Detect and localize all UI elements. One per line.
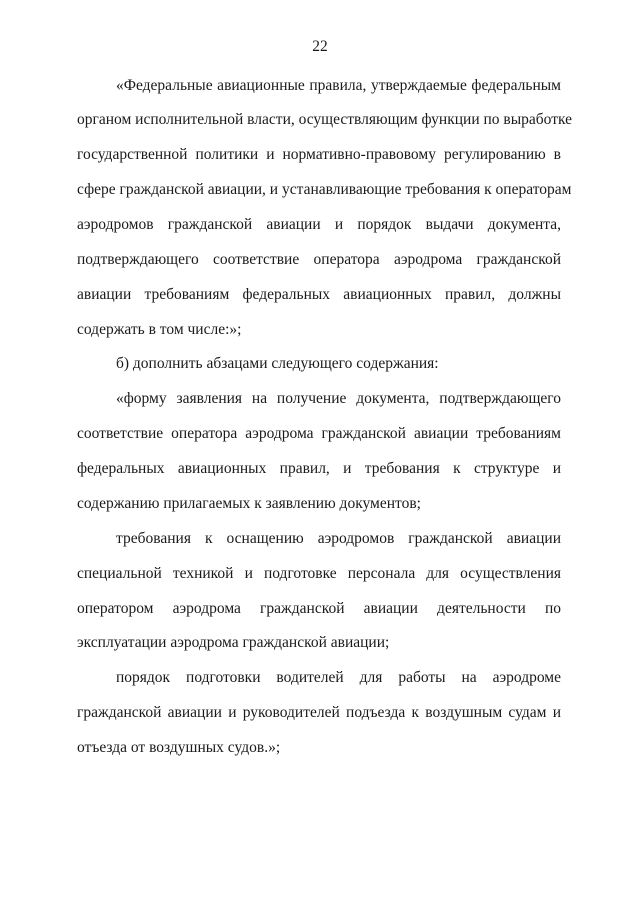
text-line: б) дополнить абзацами следующего содержания: [116,355,439,372]
text-line: эксплуатации аэродрома гражданской авиации; [77,634,390,651]
text-line: авиации требованиям федеральных авиационных правил, должны [77,286,561,303]
text-line: требования к оснащению аэродромов гражданской авиации [116,530,561,547]
page-number: 22 [312,38,328,55]
text-line: соответствие оператора аэродрома гражданской авиации требованиям [77,425,561,442]
text-line: «Федеральные авиационные правила, утверждаемые федеральным [116,77,561,94]
text-line: специальной техникой и подготовке персонала для осуществления [77,565,561,582]
text-line: содержать в том числе:»; [77,321,242,338]
text-line: оператором аэродрома гражданской авиации деятельности по [77,600,561,617]
text-line: «форму заявления на получение документа, подтверждающего [116,390,561,407]
text-line: порядок подготовки водителей для работы на аэродроме [116,669,561,686]
text-line: государственной политики и нормативно-правовому регулированию в [77,146,561,163]
text-line: федеральных авиационных правил, и требования к структуре и [77,460,561,477]
text-line: отъезда от воздушных судов.»; [77,739,281,756]
text-line: сфере гражданской авиации, и устанавливающие требования к операторам [77,181,572,198]
text-line: содержанию прилагаемых к заявлению документов; [77,495,421,512]
text-line: органом исполнительной власти, осуществляющим функции по выработке [77,111,573,128]
text-line: подтверждающего соответствие оператора аэродрома гражданской [77,251,561,268]
text-line: аэродромов гражданской авиации и порядок выдачи документа, [77,216,561,233]
text-line: гражданской авиации и руководителей подъезда к воздушным судам и [77,704,561,721]
